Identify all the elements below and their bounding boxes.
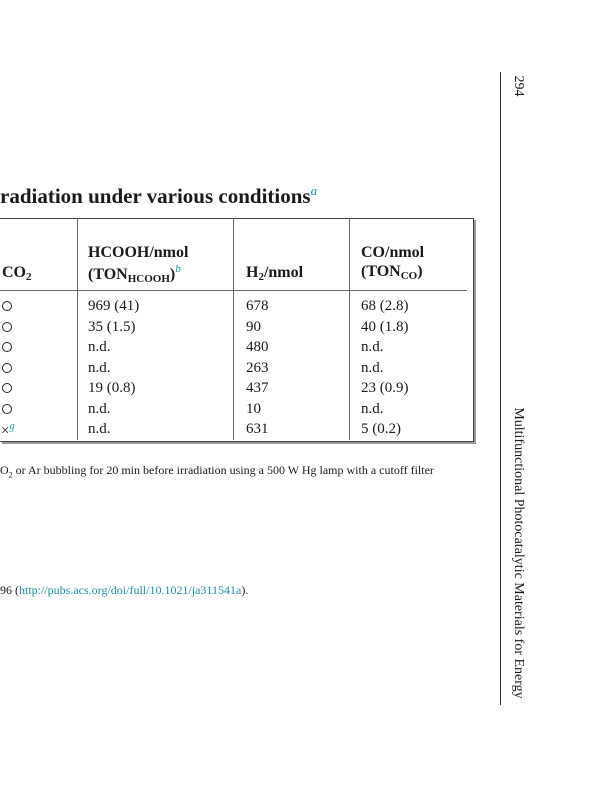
column-divider [233, 218, 234, 440]
table-cell-co: 40 (1.8) [361, 319, 409, 335]
table-cell-hcooh: 35 (1.5) [88, 319, 136, 335]
table-cell-h2: 678 [246, 298, 269, 314]
table-caption [0, 183, 317, 209]
header-hcooh-line1: HCOOH/nmol [88, 244, 189, 261]
table-cell-h2: 480 [246, 339, 269, 355]
page-number: 294 [511, 75, 526, 97]
table-cell-h2: 263 [246, 360, 269, 376]
table-cell-co: n.d. [361, 339, 384, 355]
running-header-rule [500, 72, 501, 705]
source-link[interactable]: http://pubs.acs.org/doi/full/10.1021/ja311541a [19, 583, 242, 597]
table-cell-co: 5 (0.2) [361, 421, 401, 437]
table-cell-hcooh: n.d. [88, 360, 111, 376]
co2-present-icon [2, 363, 12, 373]
column-divider [349, 218, 350, 440]
running-header-title: Multifunctional Photocatalytic Materials for Energy [511, 407, 526, 699]
header-co2: $CO_2$ [2, 264, 32, 283]
header-h2: $H_2$/nmol [246, 264, 304, 283]
co2-present-icon [2, 342, 12, 352]
header-co-line1: CO/nmol [361, 244, 425, 261]
caption-footnote-mark[interactable]: a [310, 183, 318, 198]
table-cell-hcooh: n.d. [88, 421, 111, 437]
header-divider [0, 290, 467, 291]
column-divider [77, 218, 78, 440]
table-cell-h2: 631 [246, 421, 269, 437]
co2-present-icon [2, 301, 12, 311]
table-cell-co: n.d. [361, 401, 384, 417]
table-cell-h2: 437 [246, 380, 269, 396]
co2-footnote-mark[interactable]: g [9, 421, 15, 432]
table-cell-h2: 90 [246, 319, 261, 335]
table-cell-hcooh: 969 (41) [88, 298, 140, 314]
caption-text: radiation under various conditions [0, 184, 311, 208]
co2-present-icon [2, 322, 12, 332]
table-cell-hcooh: n.d. [88, 339, 111, 355]
table-cell-co: 23 (0.9) [361, 380, 409, 396]
co2-present-icon [2, 383, 12, 393]
table-cell-hcooh: n.d. [88, 401, 111, 417]
table-cell-co: n.d. [361, 360, 384, 376]
header-co-line2: $(TON_{CO})$ [361, 263, 423, 282]
table-footnote: $O_2$ or Ar bubbling for 20 min before irradiation using a 500 W Hg lamp with a cutoff filter [0, 463, 434, 480]
hcooh-footnote-mark[interactable]: b [175, 263, 181, 275]
header-hcooh-line2: $(TON_{HCOOH})^b$ [88, 263, 181, 285]
table-cell-co: 68 (2.8) [361, 298, 409, 314]
table-cell-hcooh: 19 (0.8) [88, 380, 136, 396]
co2-present-icon [2, 404, 12, 414]
table-cell-h2: 10 [246, 401, 261, 417]
source-citation: 96 (http://pubs.acs.org/doi/full/10.1021/ja311541a). [0, 583, 249, 597]
co2-absent-icon: ×$^g$ [1, 421, 15, 439]
